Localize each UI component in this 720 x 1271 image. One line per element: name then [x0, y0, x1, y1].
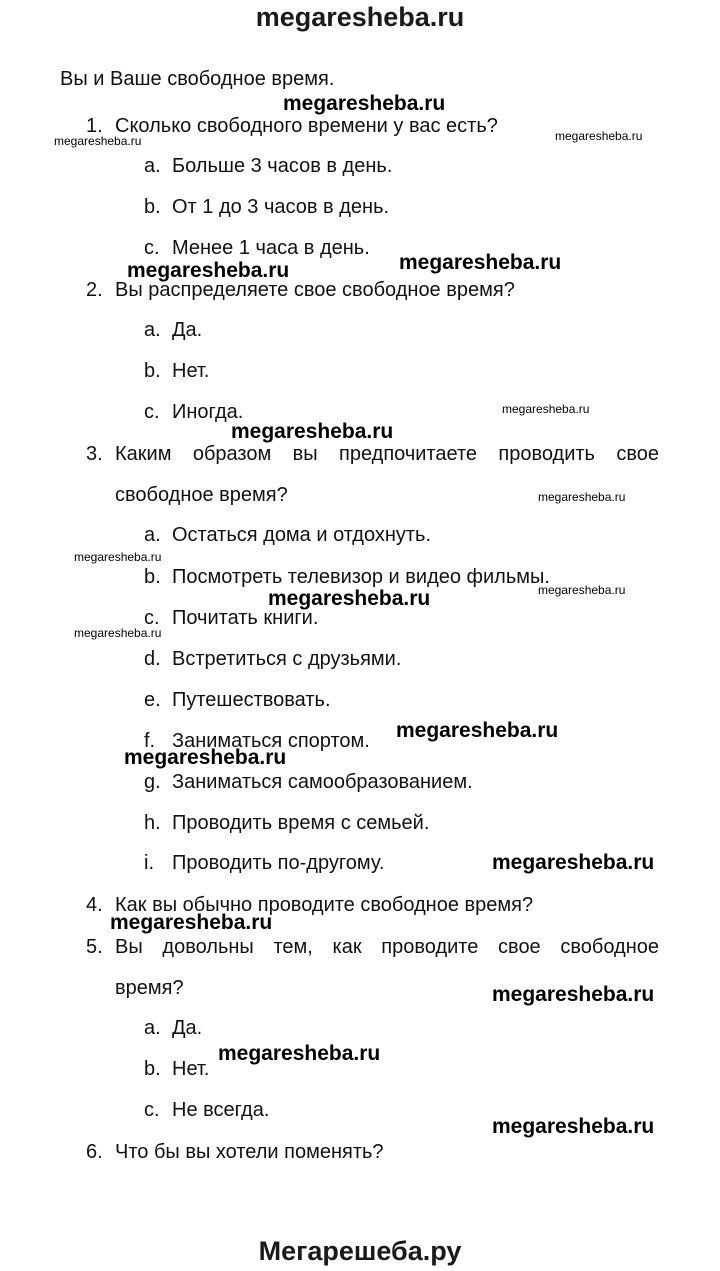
option-text: Остаться дома и отдохнуть.: [172, 524, 432, 546]
option-text: Нет.: [172, 1058, 210, 1080]
watermark: megaresheba.ru: [538, 583, 626, 597]
question-text: Вы довольны тем, как проводите свое свободное: [115, 936, 659, 958]
watermark: megaresheba.ru: [268, 587, 431, 610]
option-letter: b.: [144, 360, 161, 382]
question-number: 6.: [86, 1141, 103, 1163]
option-text: Встретиться с друзьями.: [172, 648, 402, 670]
option-text: Больше 3 часов в день.: [172, 155, 393, 177]
option-text: Посмотреть телевизор и видео фильмы.: [172, 566, 550, 588]
watermark: megaresheba.ru: [54, 134, 142, 148]
watermark: megaresheba.ru: [74, 550, 162, 564]
watermark: megaresheba.ru: [74, 626, 162, 640]
option-text: Заниматься спортом.: [172, 730, 370, 752]
question-text-continued: время?: [115, 977, 184, 999]
option-letter: c.: [144, 237, 160, 259]
option-letter: c.: [144, 607, 160, 629]
watermark: megaresheba.ru: [399, 251, 562, 274]
watermark: megaresheba.ru: [124, 746, 287, 769]
question-text: Вы распределяете свое свободное время?: [115, 279, 515, 301]
question-number: 3.: [86, 443, 103, 465]
option-text: Да.: [172, 319, 203, 341]
option-letter: a.: [144, 155, 161, 177]
option-text: Иногда.: [172, 401, 244, 423]
option-letter: d.: [144, 648, 161, 670]
option-text: Заниматься самообразованием.: [172, 771, 473, 793]
option-letter: a.: [144, 1017, 161, 1039]
option-letter: i.: [144, 852, 154, 874]
watermark: megaresheba.ru: [538, 490, 626, 504]
watermark: megaresheba.ru: [283, 92, 446, 115]
option-letter: b.: [144, 196, 161, 218]
question-text: Как вы обычно проводите свободное время?: [115, 894, 534, 916]
question-text: Что бы вы хотели поменять?: [115, 1141, 384, 1163]
option-letter: g.: [144, 771, 161, 793]
option-letter: c.: [144, 401, 160, 423]
question-text: Сколько свободного времени у вас есть?: [115, 115, 498, 137]
watermark: megaresheba.ru: [492, 983, 655, 1006]
question-number: 1.: [86, 115, 103, 137]
option-letter: h.: [144, 812, 161, 834]
option-text: Да.: [172, 1017, 203, 1039]
watermark: megaresheba.ru: [492, 851, 655, 874]
watermark: megaresheba.ru: [218, 1042, 381, 1065]
option-letter: b.: [144, 1058, 161, 1080]
question-number: 2.: [86, 279, 103, 301]
question-text-continued: свободное время?: [115, 484, 288, 506]
watermark: megaresheba.ru: [127, 259, 290, 282]
option-letter: e.: [144, 689, 161, 711]
option-text: Проводить по-другому.: [172, 852, 385, 874]
option-letter: b.: [144, 566, 161, 588]
option-text: Нет.: [172, 360, 210, 382]
site-title: megaresheba.ru: [255, 2, 465, 32]
option-text: Путешествовать.: [172, 689, 331, 711]
watermark: megaresheba.ru: [555, 129, 643, 143]
watermark: megaresheba.ru: [492, 1115, 655, 1138]
option-text: Почитать книги.: [172, 607, 319, 629]
watermark: megaresheba.ru: [502, 402, 590, 416]
watermark: megaresheba.ru: [110, 911, 273, 934]
option-letter: f.: [144, 730, 156, 752]
option-text: От 1 до 3 часов в день.: [172, 196, 390, 218]
option-text: Менее 1 часа в день.: [172, 237, 370, 259]
option-letter: a.: [144, 319, 161, 341]
watermark: megaresheba.ru: [231, 420, 394, 443]
option-text: Проводить время с семьей.: [172, 812, 430, 834]
question-number: 4.: [86, 894, 103, 916]
watermark: megaresheba.ru: [396, 719, 559, 742]
option-letter: a.: [144, 524, 161, 546]
option-letter: c.: [144, 1099, 160, 1121]
site-footer: Мегарешеба.ру: [258, 1236, 462, 1266]
question-number: 5.: [86, 936, 103, 958]
option-text: Не всегда.: [172, 1099, 270, 1121]
question-text: Каким образом вы предпочитаете проводить свое: [115, 443, 659, 465]
page-heading: Вы и Ваше свободное время.: [60, 68, 335, 90]
